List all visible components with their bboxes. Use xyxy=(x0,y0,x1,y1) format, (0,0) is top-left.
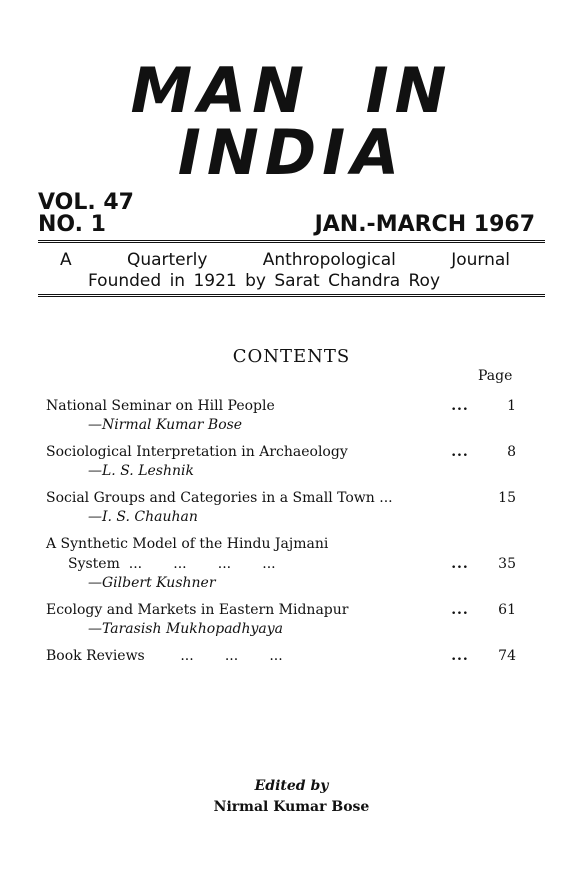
toc-entry-line xyxy=(46,646,516,666)
edited-by-label: Edited by xyxy=(254,778,329,794)
founded-line: Founded in 1921 by Sarat Chandra Roy xyxy=(88,271,441,291)
toc-entry xyxy=(46,534,516,593)
contents-heading: CONTENTS xyxy=(232,346,351,367)
subtitle-word: Anthropological xyxy=(262,250,396,270)
toc-entry-line xyxy=(46,600,516,620)
toc-page-number: 15 xyxy=(498,490,516,506)
subtitle-word: Journal xyxy=(451,250,510,270)
toc-entry-author: —L. S. Leshnik xyxy=(88,463,194,479)
toc-page-number: 74 xyxy=(498,648,516,664)
subtitle-word: A xyxy=(60,250,72,270)
toc-leader-dots: ... xyxy=(451,398,469,414)
toc-entry-title: A Synthetic Model of the Hindu Jajmani xyxy=(46,536,329,552)
toc-entry xyxy=(46,488,516,527)
toc-entry-line xyxy=(46,396,516,416)
toc-entry-title: Social Groups and Categories in a Small Town ... xyxy=(46,490,393,506)
toc-entry-line xyxy=(46,554,516,574)
toc-entry xyxy=(46,646,516,666)
toc-leader-dots: ... xyxy=(451,648,469,664)
journal-subtitle xyxy=(60,250,510,292)
toc-entry xyxy=(46,396,516,435)
toc-leader-dots: ... xyxy=(451,602,469,618)
toc-page-number: 35 xyxy=(498,556,516,572)
toc-leader-dots: ... xyxy=(451,444,469,460)
toc-entry-author: —I. S. Chauhan xyxy=(88,509,198,525)
journal-title: MAN IN INDIA xyxy=(130,54,453,189)
toc-page-number: 61 xyxy=(498,602,516,618)
toc-entry-title: Sociological Interpretation in Archaeology xyxy=(46,444,348,460)
bottom-double-rule xyxy=(38,294,545,297)
toc-page-number: 1 xyxy=(507,398,516,414)
toc-entry-author: —Nirmal Kumar Bose xyxy=(88,417,243,433)
toc-entry-line xyxy=(46,534,516,554)
subtitle-word: Quarterly xyxy=(126,250,208,270)
toc-entry xyxy=(46,442,516,481)
toc-entry-line xyxy=(46,442,516,462)
toc-entry xyxy=(46,600,516,639)
toc-entry-title: Book Reviews ... ... ... xyxy=(46,648,283,664)
subtitle-line xyxy=(60,250,510,271)
toc-entry-title: National Seminar on Hill People xyxy=(46,398,275,414)
toc-entry-author: —Gilbert Kushner xyxy=(88,575,216,591)
table-of-contents xyxy=(46,396,516,673)
toc-entry-title-continued: System ... ... ... ... xyxy=(68,556,276,572)
page-column-heading: Page xyxy=(478,368,513,384)
editor-name: Nirmal Kumar Bose xyxy=(213,799,370,815)
toc-entry-line xyxy=(46,488,516,508)
toc-entry-author: —Tarasish Mukhopadhyaya xyxy=(88,621,284,637)
toc-page-number: 8 xyxy=(507,444,516,460)
top-double-rule xyxy=(38,240,545,243)
volume-label: VOL. 47 xyxy=(38,190,134,215)
issue-date: JAN.-MARCH 1967 xyxy=(314,212,535,237)
toc-entry-title: Ecology and Markets in Eastern Midnapur xyxy=(46,602,349,618)
issue-number-label: NO. 1 xyxy=(38,212,106,237)
toc-leader-dots: ... xyxy=(451,556,469,572)
